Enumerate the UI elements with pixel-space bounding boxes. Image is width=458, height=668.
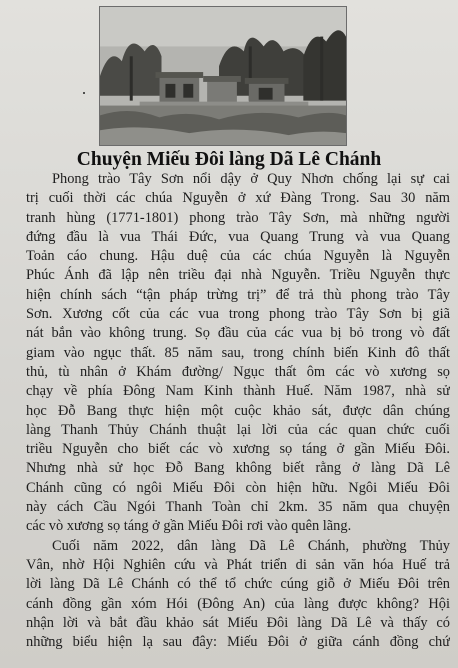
paragraph-2-line: cánh đồng gần xóm Hói (Đông An) của làng được không? Hội [26, 595, 450, 612]
paragraph-1-line: hiện chính sách “tận pháp trừng trị” để trả thù phong trào Tây [26, 286, 450, 303]
paragraph-1-line: tranh hùng (1771-1801) phong trào Tây Sơn, mà những người [26, 209, 450, 226]
article-title: Chuyện Miếu Đôi làng Dã Lê Chánh [76, 149, 382, 170]
paragraph-1-line: Nhưng nhà sử học Đỗ Bang không biết rằng ở làng Dã Lê [26, 460, 450, 477]
paragraph-1-line: các vò xương sọ táng ở gần Miếu Đôi rơi vào quên lãng. [26, 518, 352, 535]
paragraph-2-line: nhận lời và bắt đầu khảo sát Miếu Đôi làng Dã Lê và thấy có [26, 614, 450, 631]
paragraph-2-line: Cuối năm 2022, dân làng Dã Lê Chánh, phường Thủy [52, 537, 450, 554]
paragraph-1-line: Toản cáo chung. Hậu duệ của các chúa Nguyễn là Nguyễn [26, 248, 450, 265]
article-body [26, 170, 450, 652]
paragraph-1-line: chạy về phía Đông Nam Kinh thành Huế. Năm 1987, nhà sử [26, 383, 450, 400]
paragraph-1-line: triều Nguyễn cho biết các vò xương sọ táng ở gần Miếu Đôi. [26, 441, 450, 458]
stray-dot [83, 92, 85, 94]
paragraph-1-line: nát bắn vào không trung. Sọ đầu của các vua bị bỏ trong vò đất [26, 325, 450, 342]
paragraph-2-line: lời làng Dã Lê Chánh có thể tổ chức cúng giỗ ở Miếu Đôi trên [26, 576, 450, 593]
paragraph-1-line: học Đỗ Bang thực hiện một cuộc khảo sát, được dân chúng [26, 402, 450, 419]
paragraph-2-line: Vân, nhờ Hội Nghiên cứu và Phát triển di sản văn hóa Huế trả [26, 556, 450, 573]
paragraph-1-line: đứng đầu là vua Thái Đức, vua Quang Trung và vua Quang [26, 228, 450, 245]
paragraph-2-line: những biểu hiện lạ sau đây: Miếu Đôi ở giữa cánh đồng chứ [26, 634, 450, 651]
paragraph-1-line: này cách Cầu Ngói Thanh Toàn chỉ 2km. 35 năm qua chuyện [26, 499, 450, 516]
shrine-photo [99, 6, 347, 146]
paragraph-1-line: Phong trào Tây Sơn nổi dậy ở Quy Nhơn chống lại sự cai [52, 171, 450, 187]
paragraph-1-line: Chánh cũng có ngôi Miếu Đôi còn hiện hữu. Ngôi Miếu Đôi [26, 479, 450, 496]
paragraph-1-line: Sơn. Xương cốt của các vua trong phong trào Tây Sơn bị giã [26, 306, 450, 323]
paragraph-1-line: trị cuối thời các chúa Nguyễn ở xứ Đàng Trong. Sau 30 năm [26, 190, 450, 207]
paragraph-1-line: làng Thanh Thủy Chánh thuật lại lời của các quan chức cuối [26, 421, 450, 438]
paragraph-1-line: thủ, tù nhân ở Khám đường/ Ngục thất ôm các vò xương sọ [26, 363, 450, 380]
paragraph-1-line: giam vào ngục thất. 85 năm sau, trong chính biến Kinh đô thất [26, 344, 450, 361]
paragraph-1-line: Phúc Ánh đã lập nên triều đại nhà Nguyễn. Triều Nguyễn thực [26, 267, 450, 284]
